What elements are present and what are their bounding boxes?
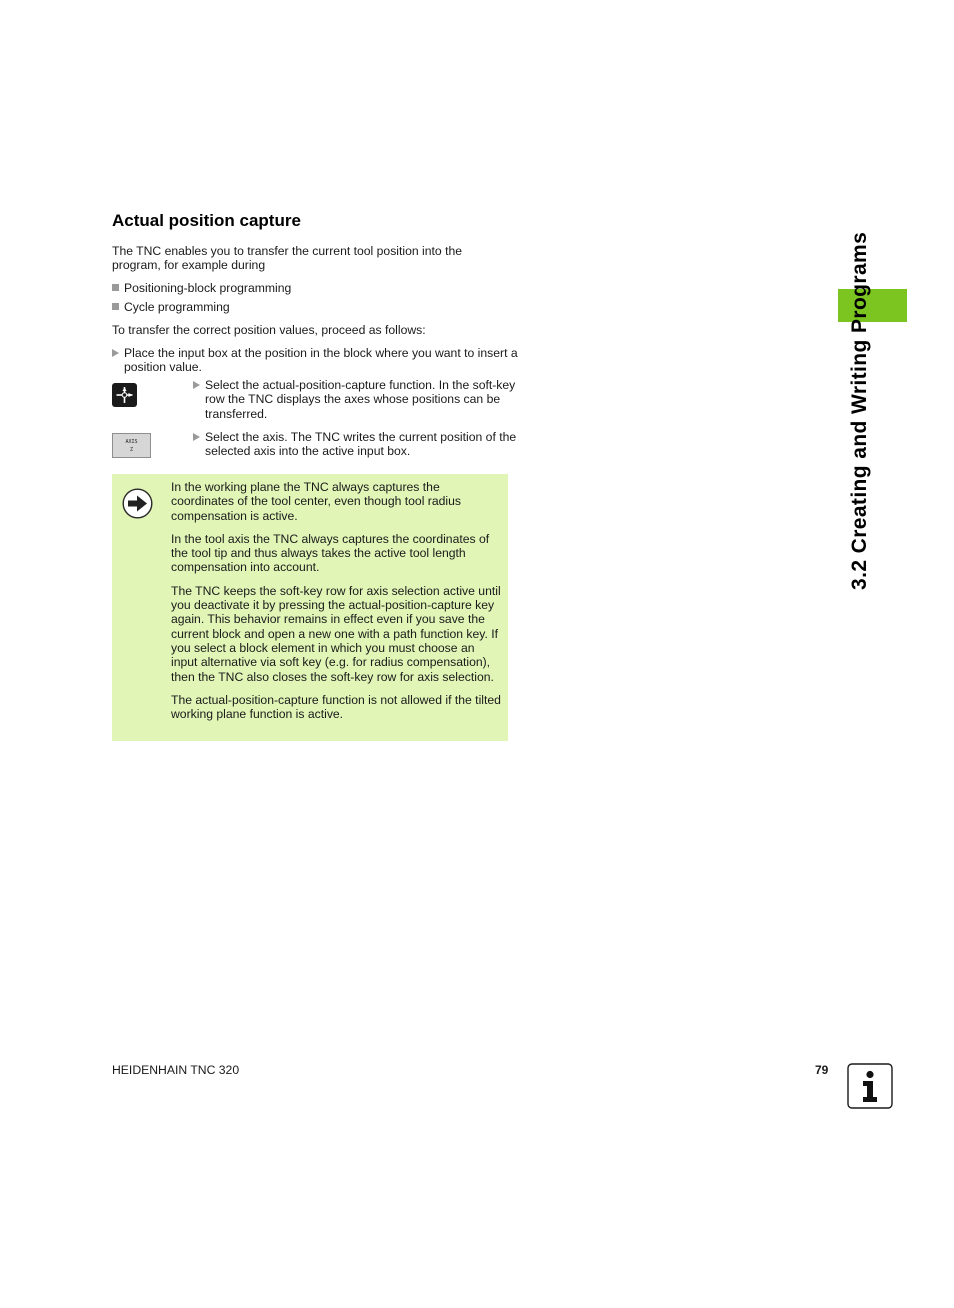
square-bullet-icon <box>112 303 119 310</box>
intro-paragraph: The TNC enables you to transfer the current tool position into the program, for example during <box>112 244 463 273</box>
softkey-line: Z <box>129 447 133 453</box>
step-arrow-icon <box>112 349 119 357</box>
step-item <box>193 430 519 459</box>
note-box <box>112 474 508 741</box>
step-text: Select the actual-position-capture function. In the soft-key row the TNC displays the axes whose positions can be transferred. <box>205 378 516 421</box>
section-heading: Actual position capture <box>112 211 301 230</box>
step-text: Select the axis. The TNC writes the current position of the selected axis into the active input box. <box>205 430 517 459</box>
info-icon <box>847 1063 893 1109</box>
footer-product: HEIDENHAIN TNC 320 <box>112 1063 240 1077</box>
softkey-line: AXIS <box>125 439 138 445</box>
arrow-right-circle-icon <box>122 488 153 519</box>
note-text <box>171 480 501 730</box>
step-item <box>193 378 519 421</box>
list-item <box>112 300 230 314</box>
bullet-text: Positioning-block programming <box>124 281 292 295</box>
bullet-text: Cycle programming <box>124 300 230 314</box>
note-paragraph: In the working plane the TNC always captures the coordinates of the tool center, even though tool radius compensation is active. <box>171 480 461 523</box>
step-arrow-icon <box>193 381 200 389</box>
note-paragraph: The actual-position-capture function is not allowed if the tilted working plane function is active. <box>171 692 501 722</box>
step-arrow-icon <box>193 433 200 441</box>
axis-softkey-icon <box>112 433 151 458</box>
note-paragraph: The TNC keeps the soft-key row for axis selection active until you deactivate it by pressing the actual-position-capture key again. This behavior remains in effect even if you save the current block and open a new one with a path function key. If you select a block element in which you must choose an input alternative via soft key (e.g. for radius compensation), then the TNC also closes the soft-key row for axis selection. <box>171 583 501 684</box>
proceed-paragraph: To transfer the correct position values, proceed as follows: <box>112 323 426 337</box>
note-paragraph: In the tool axis the TNC always captures the coordinates of the tool tip and thus always takes the active tool length compensation into account. <box>171 531 490 575</box>
actual-position-capture-key-icon <box>112 383 137 407</box>
step-text: Place the input box at the position in the block where you want to insert a position value. <box>124 346 518 375</box>
list-item <box>112 281 291 295</box>
square-bullet-icon <box>112 284 119 291</box>
chapter-side-title: 3.2 Creating and Writing Programs <box>848 231 871 590</box>
page-number: 79 <box>815 1063 829 1077</box>
step-item <box>112 346 519 375</box>
